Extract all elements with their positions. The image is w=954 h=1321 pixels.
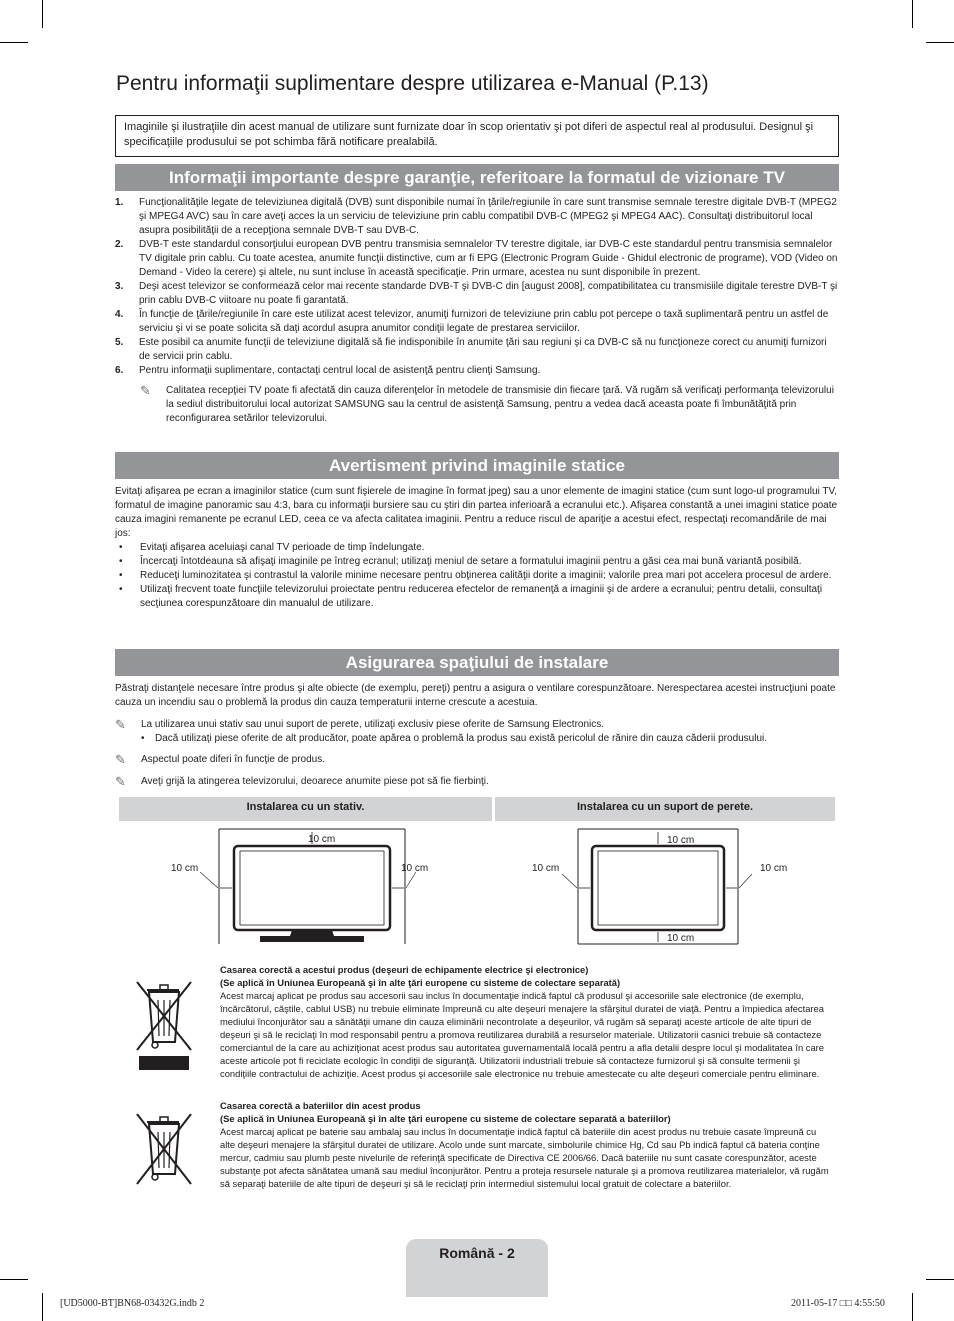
bullet-icon: • — [119, 570, 123, 581]
bullet-text: Evitaţi afişarea aceluiaşi canal TV perioade de timp îndelungate. — [140, 542, 425, 553]
product-disposal-body: Acest marcaj aplicat pe produs sau accesorii sau inclus în documentaţie indică faptul că produsul şi accesoriile sale electronice (de exemplu, încărcătorul, căştile, cablul USB) nu trebuie eliminate împreună cu alte deşeuri menajere la sfârşitul duratei de viaţă. Pentru a împiedica afectarea mediului înconjurător sau a sănătăţii umane din cauza eliminării necontrolate a deşeurilor, vă rugăm să separaţi aceste articole de alte tipuri de deşeuri şi să le reciclaţi în mod responsabil pentru a promova reutilizarea durabilă a resurselor materiale. Utilizatorii casnici trebuie să contacteze comerciantul de la care au achiziţionat acest produs sau autoritatea guvernamentală locală pentru a afla detalii despre locul şi modalitatea în care aceste articole pot fi reciclate ecologic în condiţii de siguranţă. Utilizatorii industriali trebuie să contacteze furnizorul şi să consulte termenii şi condiţiile contractului de achiziţie. Acest produs şi accesoriile sale electronice nu trebuie amestecate cu alte deşeuri comerciale pentru eliminare. — [220, 990, 825, 1079]
installation-heading — [115, 649, 839, 676]
list-item — [115, 196, 839, 238]
leader-line — [562, 874, 577, 888]
item-text: DVB-T este standardul consorţiului european DVB pentru transmisia semnalelor TV terestre digitale, iar DVB-C este standardul pentru transmisia semnalelor TV digitale prin cablu. Cu toate acestea, anumite funcţii distinctive, cum ar fi EPG (Electronic Program Guide - Ghidul electronic de programe), VOD (Video on Demand - Video la cerere) şi altele, nu sunt incluse în această specificaţie. Prin urmare, acestea nu sunt disponibile în prezent. — [139, 239, 838, 278]
installation-intro: Păstraţi distanţele necesare între produs şi alte obiecte (de exemplu, pereţi) pentru a asigura o ventilare corespunzătoare. Nerespectarea acestei instrucţiuni poate cauza un incendiu sau o problemă la produs din cauza temperaturii interne crescute a acestuia. — [115, 683, 836, 708]
tv-screen — [598, 851, 718, 925]
crop-mark — [42, 1293, 43, 1321]
note-text: La utilizarea unui stativ sau unui suport de perete, utilizaţi exclusiv piese oferite de Samsung Electronics. — [141, 719, 605, 730]
warranty-note-text: Calitatea recepţiei TV poate fi afectată din cauza diferenţelor în metodele de transmisie din fiecare ţară. Vă rugăm să verificaţi performanţa televizorului la sediul distribuitorului local autorizat SAMSUNG sau la centrul de asistenţă Samsung, pentru a vedea dacă aceasta poate fi îmbunătăţită prin reconfigurarea setărilor televizorului. — [166, 385, 834, 424]
distance-label-right: 10 cm — [401, 863, 429, 874]
crop-mark — [926, 1279, 954, 1280]
list-item — [115, 555, 839, 569]
list-item — [115, 541, 839, 555]
item-text: Deşi acest televizor se conformează celor mai recente standarde DVB-T şi DVB-C din [august 2008], compatibilitatea cu transmisiile digitale terestre DVB-T şi prin cablu DVB-C viitoare nu poate fi garantată. — [139, 281, 838, 306]
list-item — [115, 280, 839, 308]
battery-disposal-title: Casarea corectă a bateriilor din acest produs — [220, 1100, 421, 1111]
static-images-bullets — [115, 541, 839, 611]
pencil-icon: ✎ — [140, 383, 151, 398]
crop-mark — [0, 42, 28, 43]
list-item — [115, 238, 839, 280]
item-number: 5. — [115, 337, 124, 348]
battery-disposal-subtitle: (Se aplică în Uniunea Europeană şi în alte ţări europene cu sisteme de colectare separată a bateriilor) — [220, 1113, 671, 1124]
crossed-out-battery-bin-icon — [133, 1112, 195, 1188]
list-item — [115, 308, 839, 336]
installation-body — [115, 682, 839, 789]
distance-label-bottom: 10 cm — [667, 933, 695, 944]
item-number: 1. — [115, 197, 124, 208]
item-text: Pentru informaţii suplimentare, contactaţi centrul local de asistenţă pentru clienţi Samsung. — [139, 365, 541, 376]
item-number: 3. — [115, 281, 124, 292]
tv-frame — [592, 846, 724, 930]
static-images-heading-text: Avertisment privind imaginile statice — [328, 456, 625, 475]
static-images-body — [115, 485, 839, 611]
wall-install-header — [495, 797, 835, 821]
crop-mark — [912, 1293, 913, 1321]
bullet-icon: • — [141, 733, 145, 744]
warranty-note — [115, 384, 839, 426]
tv-stand-neck — [290, 930, 334, 936]
distance-label-right: 10 cm — [760, 863, 788, 874]
item-text: În funcţie de ţările/regiunile în care este utilizat acest televizor, anumiţi furnizori de televiziune prin cablu pot percepe o taxă suplimentară pentru un astfel de serviciu şi vi se poate solicita să daţi acordul asupra anumitor condiţii legate de prestarea serviciilor. — [139, 309, 829, 334]
list-item — [115, 583, 839, 611]
note-text: Dacă utilizaţi piese oferite de alt producător, poate apărea o problemă la produs sau există pericolul de rănire din cauza căderii produsului. — [155, 733, 768, 744]
wall-install-diagram — [520, 824, 820, 946]
bullet-icon: • — [119, 542, 123, 553]
distance-label-top: 10 cm — [667, 835, 695, 846]
pencil-icon: ✎ — [115, 752, 126, 767]
warranty-heading — [115, 164, 839, 191]
bullet-text: Utilizaţi frecvent toate funcţiile televizorului proiectate pentru reducerea efectelor de remanenţă a imaginii şi de ardere a ecranului; pentru detalii, consultaţi secţiunea corespunzătoare din manualul de utilizare. — [140, 584, 823, 609]
stand-install-label: Instalarea cu un stativ. — [246, 801, 365, 813]
tv-stand-base — [260, 936, 364, 942]
crossed-out-wheelie-bin-icon — [133, 978, 195, 1072]
static-images-intro: Evitaţi afişarea pe ecran a imaginilor statice (cum sunt fişierele de imagine în format jpeg) sau a unor elemente de imagini statice (cum sunt logo-ul programului TV, formatul de imagine panoramic sau 4:3, bara cu informaţii bursiere sau cu ştiri din partea inferioară a ecranului etc.). Afişarea constantă a unei imagini statice poate cauza imagini remanente pe ecranul LED, ceea ce va afecta calitatea imaginii. Pentru a reduce riscul de apariţie a acestui efect, respectaţi recomandările de mai jos: — [115, 486, 838, 539]
page-number-label: Română - 2 — [439, 1245, 515, 1261]
static-images-heading — [115, 452, 839, 479]
installation-note-2 — [115, 753, 839, 767]
crop-mark — [42, 0, 43, 28]
tv-screen — [240, 851, 384, 925]
installation-note-3 — [115, 775, 839, 789]
list-item — [115, 569, 839, 583]
crop-mark — [926, 42, 954, 43]
pencil-icon: ✎ — [115, 774, 126, 789]
installation-note-1-sub — [115, 732, 839, 746]
product-disposal-subtitle: (Se aplică în Uniunea Europeană şi în alte ţări europene cu sisteme de colectare separată) — [220, 977, 621, 988]
product-disposal-title: Casarea corectă a acestui produs (deşeuri de echipamente electrice şi electronice) — [220, 964, 589, 975]
leader-line — [406, 872, 416, 888]
item-number: 2. — [115, 239, 124, 250]
stand-install-diagram — [160, 824, 460, 946]
tv-frame — [234, 846, 390, 930]
bullet-icon: • — [119, 556, 123, 567]
crop-mark — [0, 1279, 28, 1280]
distance-label-left: 10 cm — [171, 863, 199, 874]
item-text: Funcţionalităţile legate de televiziunea digitală (DVB) sunt disponibile numai în ţările/regiunile în care sunt transmise semnale terestre digitale DVB-T (MPEG2 şi MPEG4 AVC) sau în care aveţi acces la un serviciu de televiziune prin cablu compatibil DVB-C (MPEG2 şi MPEG4 AAC). Consultaţi distribuitorul local asupra posibilităţii de a recepţiona semnale DVB-T sau DVB-C. — [139, 197, 837, 236]
page-title: Pentru informaţii suplimentare despre utilizarea e-Manual (P.13) — [116, 72, 709, 95]
bullet-text: Reduceţi luminozitatea şi contrastul la valorile minime necesare pentru obţinerea calităţii dorite a imaginii; valorile prea mari pot accelera procesul de ardere. — [140, 570, 832, 581]
note-text: Aspectul poate diferi în funcţie de produs. — [141, 754, 326, 765]
intro-note-box — [115, 115, 839, 157]
intro-note-text: Imaginile şi ilustraţiile din acest manual de utilizare sunt furnizate doar în scop orientativ şi pot diferi de aspectul real al produsului. Designul şi specificaţiile produsului se pot schimba fără notificare prealabilă. — [124, 121, 814, 148]
wall-install-label: Instalarea cu un suport de perete. — [576, 801, 754, 813]
bullet-icon: • — [119, 584, 123, 595]
warranty-heading-text: Informaţii importante despre garanţie, referitoare la formatul de vizionare TV — [169, 168, 785, 187]
crop-mark — [912, 0, 913, 28]
stand-install-header — [119, 797, 492, 821]
distance-label-top: 10 cm — [308, 834, 336, 845]
pencil-icon: ✎ — [115, 717, 126, 732]
print-file-info: [UD5000-BT]BN68-03432G.indb 2 — [60, 1298, 205, 1309]
leader-line — [739, 874, 752, 888]
print-date-info: 2011-05-17 □□ 4:55:50 — [791, 1298, 885, 1309]
page-number-tab — [406, 1239, 548, 1297]
battery-disposal-text — [220, 1099, 832, 1190]
list-item — [115, 336, 839, 364]
product-disposal-text — [220, 963, 832, 1080]
installation-note-1 — [115, 718, 839, 732]
battery-disposal-body: Acest marcaj aplicat pe baterie sau ambalaj sau inclus în documentaţie indică faptul că bateriile din acest produs nu trebuie casate împreună cu alte deşeuri menajere la sfârşitul duratei de utilizare. Acolo unde sunt marcate, simbolurile chimice Hg, Cd sau Pb indică faptul că bateria conţine mercur, cadmiu sau plumb peste nivelurile de referinţă specificate de Directiva CE 2006/66. Dacă bateriile nu sunt casate corespunzător, aceste substanţe pot afecta sănătatea umană sau mediul înconjurător. Pentru a proteja resursele naturale şi a promova reutilizarea materialelor, vă rugăm să separaţi bateriile de alte tipuri de deşeuri şi să le reciclaţi prin intermediul sistemului local gratuit de colectare a bateriilor. — [220, 1126, 829, 1189]
warranty-list — [115, 196, 839, 426]
installation-heading-text: Asigurarea spaţiului de instalare — [345, 653, 609, 672]
item-text: Este posibil ca anumite funcţii de televiziune digitală să fie indisponibile în anumite ţări sau regiuni şi ca DVB-C să nu funcţioneze corect cu anumiţi furnizori de servicii prin cablu. — [139, 337, 827, 362]
bullet-text: Încercaţi întotdeauna să afişaţi imaginile pe întreg ecranul; utilizaţi meniul de setare a formatului imaginii pentru a găsi cea mai bună variantă posibilă. — [140, 556, 802, 567]
leader-line — [200, 872, 218, 888]
item-number: 6. — [115, 365, 124, 376]
distance-label-left: 10 cm — [532, 863, 560, 874]
item-number: 4. — [115, 309, 124, 320]
note-text: Aveţi grijă la atingerea televizorului, deoarece anumite piese pot să fie fierbinţi. — [141, 776, 489, 787]
list-item — [115, 364, 839, 378]
